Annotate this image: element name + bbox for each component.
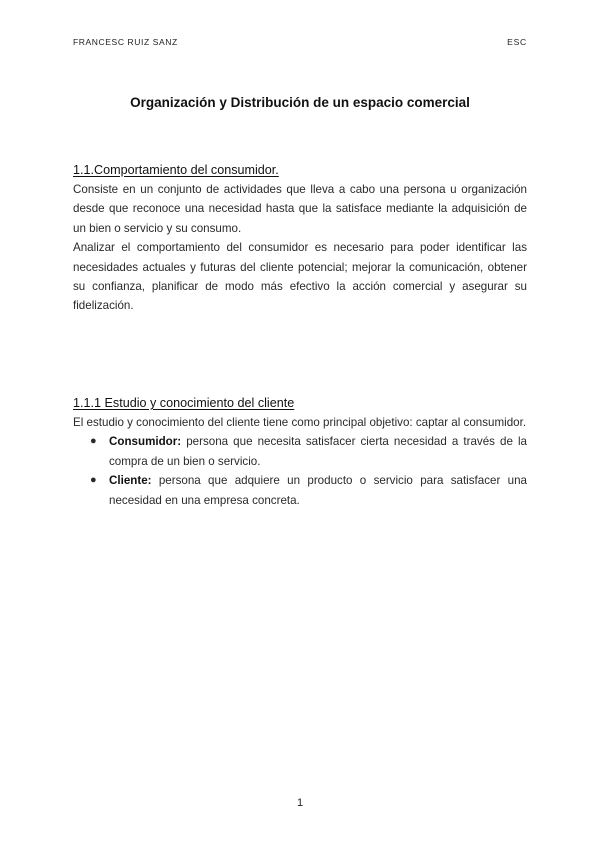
header-code: ESC (507, 37, 527, 47)
document-title: Organización y Distribución de un espacio comercial (130, 95, 470, 110)
term-label: Cliente: (109, 474, 152, 488)
section-consumer-behavior (73, 160, 527, 316)
paragraph: Consiste en un conjunto de actividades que lleva a cabo una persona u organización desde que reconoce una necesidad hasta que la satisface mediante la adquisición de un bien o servicio y su consumo. (73, 183, 527, 235)
section-heading: 1.1.Comportamiento del consumidor. (73, 163, 279, 177)
term-definition: persona que adquiere un producto o servicio para satisfacer una necesidad en una empresa concreta. (109, 474, 527, 507)
definition-list (73, 432, 527, 510)
paragraph: Analizar el comportamiento del consumidor es necesario para poder identificar las necesidades actuales y futuras del cliente potencial; mejorar la comunicación, obtener su confianza, planificar de modo más efectivo la acción comercial y asegurar su fidelización. (73, 241, 527, 313)
bullet-icon: ● (90, 435, 97, 448)
term-definition: persona que necesita satisfacer cierta necesidad a través de la compra de un bien o servicio. (109, 435, 527, 468)
list-item (73, 471, 527, 510)
paragraph: El estudio y conocimiento del cliente tiene como principal objetivo: captar al consumidor. (73, 416, 527, 429)
section-heading: 1.1.1 Estudio y conocimiento del cliente (73, 396, 295, 410)
list-item (73, 432, 527, 471)
header-author: FRANCESC RUIZ SANZ (73, 37, 178, 47)
term-label: Consumidor: (109, 435, 182, 449)
page-number: 1 (296, 797, 304, 809)
bullet-icon: ● (90, 474, 97, 487)
section-client-study (73, 393, 527, 510)
